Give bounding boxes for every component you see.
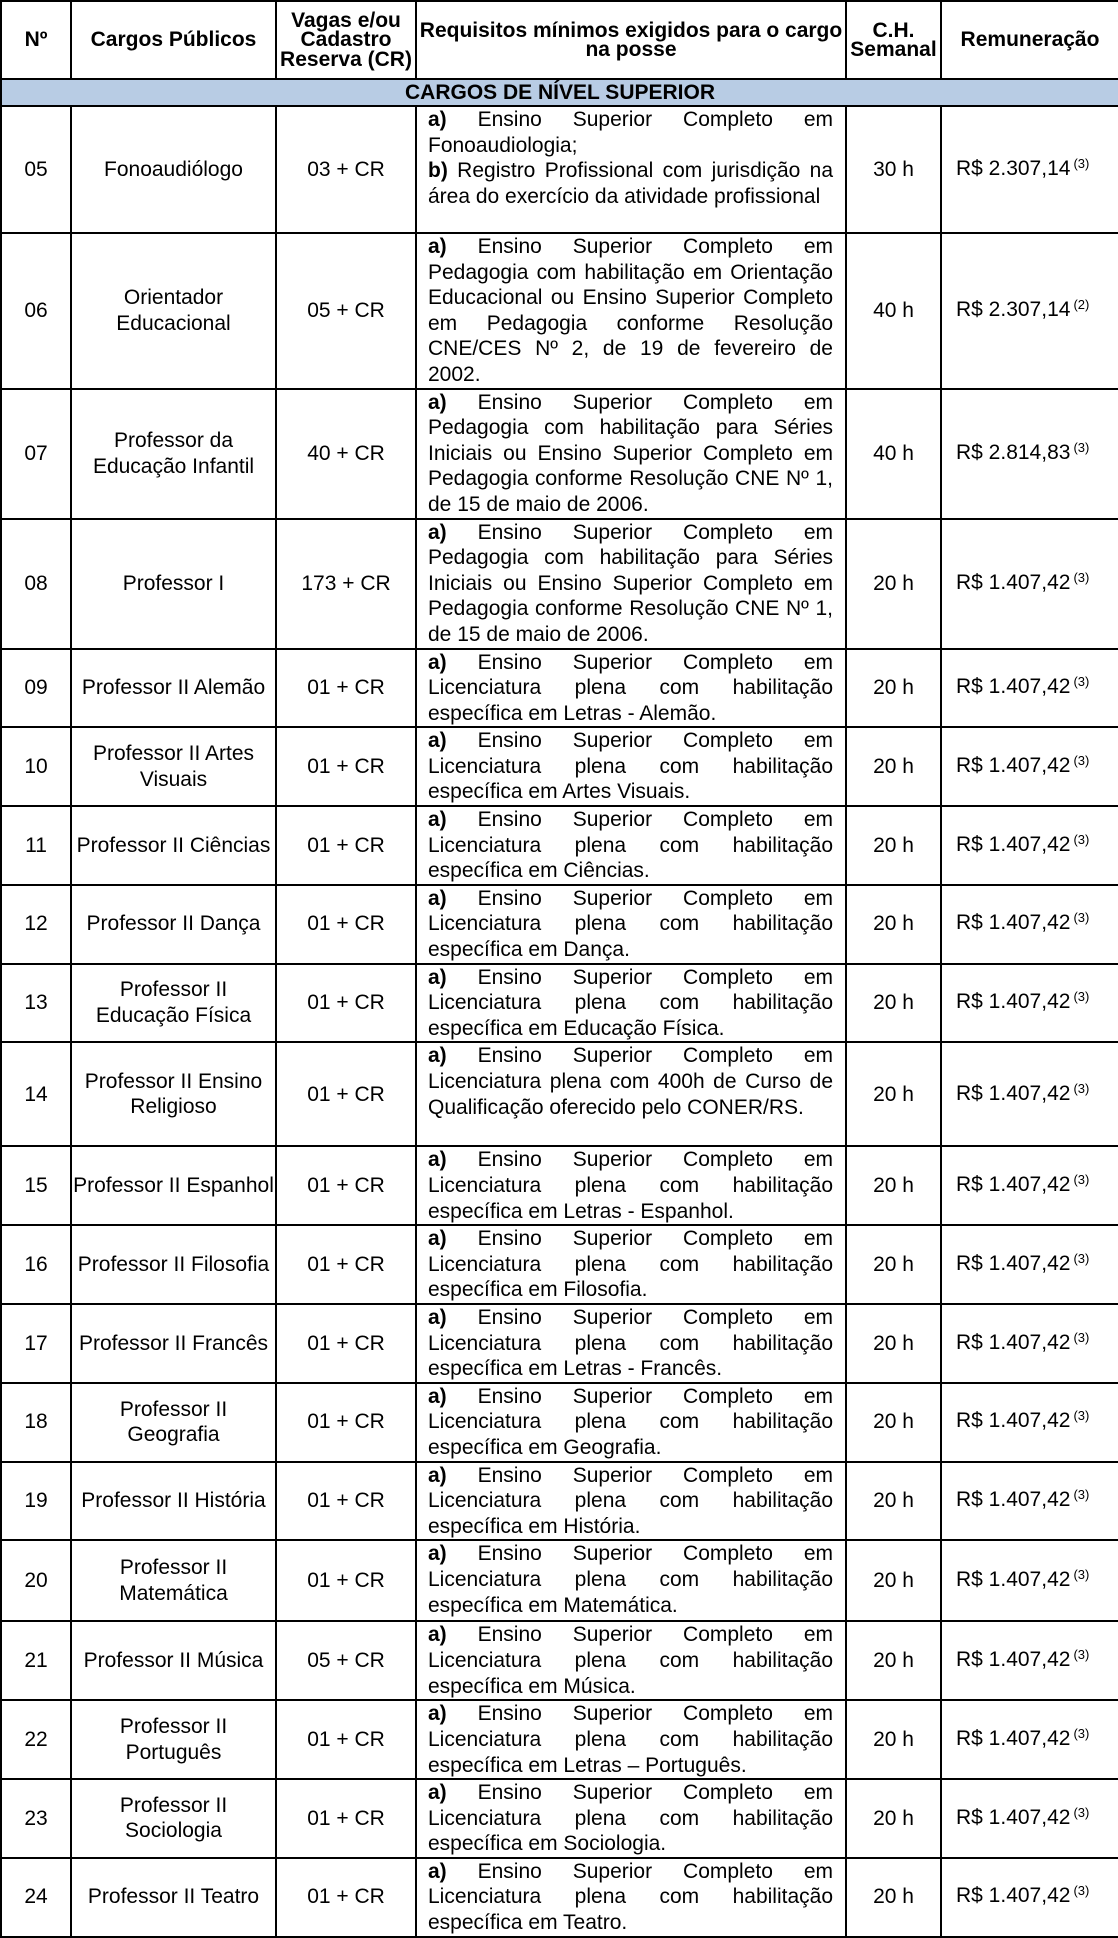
cell-vagas: 01 + CR xyxy=(276,885,416,964)
footnote-marker: (3) xyxy=(1073,1647,1090,1663)
requirement-marker: b) xyxy=(428,159,448,183)
header-row xyxy=(1,1,1118,79)
footnote-marker: (3) xyxy=(1073,752,1090,768)
cell-ch: 20 h xyxy=(846,1621,941,1700)
cell-vagas: 01 + CR xyxy=(276,1304,416,1383)
salary-value: R$ 1.407,42 xyxy=(956,753,1071,777)
table-row xyxy=(1,1225,1118,1304)
requirement-text: Ensino Superior Completo em Licenciatura plena com habilitação específica em Dança. xyxy=(428,886,833,962)
footnote-marker: (3) xyxy=(1073,439,1090,455)
table-row xyxy=(1,1540,1118,1621)
cell-num: 18 xyxy=(1,1383,71,1462)
footnote-marker: (3) xyxy=(1073,1725,1090,1741)
cell-requisitos xyxy=(416,649,846,728)
header-cargo: Cargos Públicos xyxy=(71,1,276,79)
cell-requisitos xyxy=(416,964,846,1043)
cell-requisitos xyxy=(416,1700,846,1779)
cell-cargo: Professor II Ensino Religioso xyxy=(71,1042,276,1146)
requirement-item xyxy=(428,1859,833,1936)
cell-cargo: Professor II Ciências xyxy=(71,806,276,885)
requirement-item xyxy=(428,1147,833,1224)
requirement-marker: a) xyxy=(428,1781,447,1805)
cell-remuneracao xyxy=(941,106,1118,233)
footnote-marker: (3) xyxy=(1073,1250,1090,1266)
requirement-text: Ensino Superior Completo em Licenciatura plena com habilitação específica em Letras - Espanhol. xyxy=(428,1148,833,1223)
cell-remuneracao xyxy=(941,519,1118,649)
cell-ch: 20 h xyxy=(846,1304,941,1383)
footnote-marker: (3) xyxy=(1073,674,1090,690)
requirement-marker: a) xyxy=(428,1305,447,1329)
cell-ch: 20 h xyxy=(846,1700,941,1779)
cell-ch: 20 h xyxy=(846,806,941,885)
cell-ch: 40 h xyxy=(846,233,941,389)
cell-remuneracao xyxy=(941,1621,1118,1700)
requirement-text: Ensino Superior Completo em Licenciatura plena com habilitação específica em Sociologia. xyxy=(428,1781,833,1856)
cell-remuneracao xyxy=(941,1146,1118,1225)
cell-requisitos xyxy=(416,806,846,885)
footnote-marker: (3) xyxy=(1073,1567,1090,1583)
salary-value: R$ 1.407,42 xyxy=(956,911,1071,935)
requirement-item xyxy=(428,1463,833,1540)
cell-remuneracao xyxy=(941,649,1118,728)
cell-requisitos xyxy=(416,1042,846,1146)
cell-num: 09 xyxy=(1,649,71,728)
requirement-text: Ensino Superior Completo em Licenciatura plena com habilitação específica em História. xyxy=(428,1463,833,1538)
requirement-marker: a) xyxy=(428,1859,447,1883)
cell-cargo: Professor II Português xyxy=(71,1700,276,1779)
cell-cargo: Professor II História xyxy=(71,1462,276,1541)
cell-cargo: Professor II Geografia xyxy=(71,1383,276,1462)
requirement-marker: a) xyxy=(428,108,447,131)
requirement-marker: a) xyxy=(428,390,447,414)
cell-num: 17 xyxy=(1,1304,71,1383)
cell-cargo: Professor II Educação Física xyxy=(71,964,276,1043)
table-row xyxy=(1,1304,1118,1383)
header-num: Nº xyxy=(1,1,71,79)
requirement-item xyxy=(428,1622,833,1699)
cell-remuneracao xyxy=(941,1700,1118,1779)
requirement-marker: a) xyxy=(428,729,447,753)
cell-requisitos xyxy=(416,519,846,649)
requirement-item xyxy=(428,520,833,648)
table-row xyxy=(1,233,1118,389)
cell-num: 21 xyxy=(1,1621,71,1700)
table-row xyxy=(1,1779,1118,1858)
requirement-text: Ensino Superior Completo em Licenciatura plena com 400h de Curso de Qualificação oferecido pelo CONER/RS. xyxy=(428,1044,833,1119)
requirement-text: Ensino Superior Completo em Pedagogia com habilitação para Séries Iniciais ou Ensino Superior Completo em Pedagogia conforme Resolução CNE Nº 1, de 15 de maio de 2006. xyxy=(428,520,833,646)
cell-ch: 20 h xyxy=(846,885,941,964)
salary-value: R$ 1.407,42 xyxy=(956,1330,1071,1354)
cell-num: 11 xyxy=(1,806,71,885)
cell-cargo: Professor I xyxy=(71,519,276,649)
cell-remuneracao xyxy=(941,964,1118,1043)
cell-ch: 20 h xyxy=(846,1462,941,1541)
cell-remuneracao xyxy=(941,1304,1118,1383)
salary-value: R$ 1.407,42 xyxy=(956,1409,1071,1433)
table-row xyxy=(1,885,1118,964)
table-row xyxy=(1,649,1118,728)
requirement-marker: a) xyxy=(428,650,447,674)
requirement-marker: a) xyxy=(428,520,447,544)
requirement-item xyxy=(428,1701,833,1778)
requirement-item xyxy=(428,1305,833,1382)
cell-ch: 20 h xyxy=(846,519,941,649)
footnote-marker: (2) xyxy=(1073,296,1090,312)
cell-ch: 20 h xyxy=(846,1146,941,1225)
cell-remuneracao xyxy=(941,1540,1118,1621)
salary-value: R$ 1.407,42 xyxy=(956,832,1071,856)
table-body xyxy=(1,79,1118,1937)
salary-value: R$ 1.407,42 xyxy=(956,1173,1071,1196)
salary-value: R$ 1.407,42 xyxy=(956,675,1071,699)
cell-num: 05 xyxy=(1,106,71,233)
cell-remuneracao xyxy=(941,806,1118,885)
footnote-marker: (3) xyxy=(1073,910,1090,926)
requirement-text: Ensino Superior Completo em Licenciatura plena com habilitação específica em Letras – Português. xyxy=(428,1702,833,1777)
table-row xyxy=(1,106,1118,233)
requirement-text: Ensino Superior Completo em Licenciatura plena com habilitação específica em Música. xyxy=(428,1623,833,1698)
cell-vagas: 01 + CR xyxy=(276,1383,416,1462)
cell-cargo: Professor da Educação Infantil xyxy=(71,389,276,519)
requirement-item xyxy=(428,965,833,1042)
cell-vagas: 01 + CR xyxy=(276,649,416,728)
salary-value: R$ 1.407,42 xyxy=(956,1726,1071,1750)
footnote-marker: (3) xyxy=(1073,1487,1090,1503)
cell-vagas: 01 + CR xyxy=(276,1462,416,1541)
salary-value: R$ 1.407,42 xyxy=(956,570,1071,594)
cell-ch: 20 h xyxy=(846,964,941,1043)
cell-remuneracao xyxy=(941,1383,1118,1462)
cell-ch: 40 h xyxy=(846,389,941,519)
requirement-text: Ensino Superior Completo em Pedagogia com habilitação para Séries Iniciais ou Ensino Superior Completo em Pedagogia conforme Resolução CNE Nº 1, de 15 de maio de 2006. xyxy=(428,390,833,516)
cell-remuneracao xyxy=(941,1042,1118,1146)
cell-requisitos xyxy=(416,1540,846,1621)
cell-num: 12 xyxy=(1,885,71,964)
salary-value: R$ 1.407,42 xyxy=(956,1805,1071,1829)
cell-requisitos xyxy=(416,885,846,964)
cell-vagas: 01 + CR xyxy=(276,1146,416,1225)
requirement-marker: a) xyxy=(428,1542,447,1566)
requirement-item xyxy=(428,650,833,727)
requirement-text: Ensino Superior Completo em Licenciatura plena com habilitação específica em Letras - Alemão. xyxy=(428,650,833,725)
footnote-marker: (3) xyxy=(1073,569,1090,585)
requirement-marker: a) xyxy=(428,1384,447,1408)
cell-requisitos xyxy=(416,233,846,389)
requirement-marker: a) xyxy=(428,808,447,832)
cell-requisitos xyxy=(416,1383,846,1462)
header-vagas: Vagas e/ou Cadastro Reserva (CR) xyxy=(276,1,416,79)
cell-requisitos xyxy=(416,389,846,519)
requirement-marker: a) xyxy=(428,1227,447,1251)
requirement-item xyxy=(428,728,833,805)
cell-vagas: 40 + CR xyxy=(276,389,416,519)
cell-vagas: 173 + CR xyxy=(276,519,416,649)
cell-vagas: 03 + CR xyxy=(276,106,416,233)
section-title: CARGOS DE NÍVEL SUPERIOR xyxy=(1,79,1118,106)
table-row xyxy=(1,964,1118,1043)
table-row xyxy=(1,727,1118,806)
cell-cargo: Professor II Alemão xyxy=(71,649,276,728)
requirement-text: Ensino Superior Completo em Licenciatura plena com habilitação específica em Teatro. xyxy=(428,1859,833,1935)
requirement-marker: a) xyxy=(428,965,447,989)
cell-num: 23 xyxy=(1,1779,71,1858)
requirement-marker: a) xyxy=(428,886,447,910)
cell-num: 15 xyxy=(1,1146,71,1225)
cell-vagas: 01 + CR xyxy=(276,1225,416,1304)
table-row xyxy=(1,806,1118,885)
footnote-marker: (3) xyxy=(1073,155,1090,171)
footnote-marker: (3) xyxy=(1073,1408,1090,1424)
cell-num: 14 xyxy=(1,1042,71,1146)
cell-requisitos xyxy=(416,1462,846,1541)
requirement-marker: a) xyxy=(428,1702,447,1726)
requirement-text: Ensino Superior Completo em Licenciatura plena com habilitação específica em Geografia. xyxy=(428,1384,833,1459)
requirement-text: Ensino Superior Completo em Licenciatura plena com habilitação específica em Filosofia. xyxy=(428,1227,833,1302)
cell-ch: 20 h xyxy=(846,1225,941,1304)
footnote-marker: (3) xyxy=(1073,831,1090,847)
table-row xyxy=(1,389,1118,519)
cell-cargo: Professor II Francês xyxy=(71,1304,276,1383)
cell-vagas: 01 + CR xyxy=(276,1858,416,1937)
cell-requisitos xyxy=(416,1146,846,1225)
table-row xyxy=(1,1146,1118,1225)
cell-num: 20 xyxy=(1,1540,71,1621)
cell-ch: 20 h xyxy=(846,1042,941,1146)
table-row xyxy=(1,1042,1118,1146)
requirement-text: Registro Profissional com jurisdição na área do exercício da atividade profissional xyxy=(428,159,833,208)
cell-remuneracao xyxy=(941,1462,1118,1541)
cell-ch: 30 h xyxy=(846,106,941,233)
requirement-item xyxy=(428,886,833,963)
salary-value: R$ 2.307,14 xyxy=(956,297,1071,321)
requirement-item xyxy=(428,234,833,388)
cell-cargo: Professor II Matemática xyxy=(71,1540,276,1621)
requirement-item xyxy=(428,807,833,884)
cell-requisitos xyxy=(416,1858,846,1937)
cell-remuneracao xyxy=(941,233,1118,389)
requirement-item xyxy=(428,390,833,518)
table-row xyxy=(1,1383,1118,1462)
cell-remuneracao xyxy=(941,389,1118,519)
footnote-marker: (3) xyxy=(1073,1172,1090,1187)
footnote-marker: (3) xyxy=(1073,1080,1090,1096)
requirement-item xyxy=(428,158,833,209)
cell-ch: 20 h xyxy=(846,649,941,728)
cell-num: 07 xyxy=(1,389,71,519)
cell-requisitos xyxy=(416,1621,846,1700)
cell-cargo: Professor II Teatro xyxy=(71,1858,276,1937)
salary-value: R$ 1.407,42 xyxy=(956,1251,1071,1275)
salary-value: R$ 1.407,42 xyxy=(956,1884,1071,1908)
cell-ch: 20 h xyxy=(846,1858,941,1937)
cell-requisitos xyxy=(416,1225,846,1304)
salary-value: R$ 2.814,83 xyxy=(956,440,1071,464)
cell-num: 19 xyxy=(1,1462,71,1541)
cell-vagas: 01 + CR xyxy=(276,806,416,885)
cell-vagas: 01 + CR xyxy=(276,727,416,806)
header-remuneracao: Remuneração xyxy=(941,1,1118,79)
requirement-text: Ensino Superior Completo em Licenciatura plena com habilitação específica em Letras - Francês. xyxy=(428,1305,833,1381)
footnote-marker: (3) xyxy=(1073,989,1090,1005)
salary-value: R$ 1.407,42 xyxy=(956,1648,1071,1672)
cell-ch: 20 h xyxy=(846,1540,941,1621)
requirement-marker: a) xyxy=(428,235,447,258)
cell-remuneracao xyxy=(941,1858,1118,1937)
requirement-item xyxy=(428,1780,833,1857)
requirement-text: Ensino Superior Completo em Licenciatura plena com habilitação específica em Ciências. xyxy=(428,808,833,883)
cell-vagas: 01 + CR xyxy=(276,964,416,1043)
requirement-marker: a) xyxy=(428,1044,447,1068)
cell-cargo: Professor II Dança xyxy=(71,885,276,964)
cell-vagas: 05 + CR xyxy=(276,1621,416,1700)
header-ch: C.H. Semanal xyxy=(846,1,941,79)
cell-cargo: Professor II Sociologia xyxy=(71,1779,276,1858)
requirement-text: Ensino Superior Completo em Licenciatura plena com habilitação específica em Matemática. xyxy=(428,1542,833,1617)
footnote-marker: (3) xyxy=(1073,1804,1090,1820)
requirement-item xyxy=(428,107,833,158)
requirement-item xyxy=(428,1043,833,1120)
cell-remuneracao xyxy=(941,885,1118,964)
table-row xyxy=(1,519,1118,649)
footnote-marker: (3) xyxy=(1073,1329,1090,1345)
salary-value: R$ 1.407,42 xyxy=(956,990,1071,1014)
cell-vagas: 01 + CR xyxy=(276,1042,416,1146)
requirement-marker: a) xyxy=(428,1623,447,1647)
cell-requisitos xyxy=(416,1779,846,1858)
cell-cargo: Professor II Espanhol xyxy=(71,1146,276,1225)
cell-cargo: Professor II Artes Visuais xyxy=(71,727,276,806)
salary-value: R$ 2.307,14 xyxy=(956,156,1071,180)
header-requisitos: Requisitos mínimos exigidos para o cargo na posse xyxy=(416,1,846,79)
cell-num: 16 xyxy=(1,1225,71,1304)
cell-num: 08 xyxy=(1,519,71,649)
cell-vagas: 01 + CR xyxy=(276,1779,416,1858)
cell-cargo: Professor II Música xyxy=(71,1621,276,1700)
requirement-text: Ensino Superior Completo em Fonoaudiologia; xyxy=(428,108,833,157)
cell-cargo: Orientador Educacional xyxy=(71,233,276,389)
table-row xyxy=(1,1462,1118,1541)
requirement-item xyxy=(428,1226,833,1303)
table-row xyxy=(1,1621,1118,1700)
cell-vagas: 05 + CR xyxy=(276,233,416,389)
cell-requisitos xyxy=(416,106,846,233)
table-row xyxy=(1,1858,1118,1937)
cell-num: 10 xyxy=(1,727,71,806)
requirement-text: Ensino Superior Completo em Licenciatura plena com habilitação específica em Artes Visuais. xyxy=(428,729,833,804)
section-row xyxy=(1,79,1118,106)
cell-ch: 20 h xyxy=(846,727,941,806)
salary-value: R$ 1.407,42 xyxy=(956,1568,1071,1592)
cell-requisitos xyxy=(416,1304,846,1383)
cell-remuneracao xyxy=(941,1225,1118,1304)
cell-requisitos xyxy=(416,727,846,806)
footnote-marker: (3) xyxy=(1073,1883,1090,1899)
requirement-item xyxy=(428,1384,833,1461)
cell-remuneracao xyxy=(941,1779,1118,1858)
cell-remuneracao xyxy=(941,727,1118,806)
cell-vagas: 01 + CR xyxy=(276,1540,416,1621)
cell-num: 24 xyxy=(1,1858,71,1937)
cell-cargo: Professor II Filosofia xyxy=(71,1225,276,1304)
table-row xyxy=(1,1700,1118,1779)
salary-value: R$ 1.407,42 xyxy=(956,1081,1071,1105)
cell-num: 22 xyxy=(1,1700,71,1779)
requirement-text: Ensino Superior Completo em Licenciatura plena com habilitação específica em Educação Física. xyxy=(428,965,833,1040)
cell-num: 06 xyxy=(1,233,71,389)
cell-num: 13 xyxy=(1,964,71,1043)
cell-ch: 20 h xyxy=(846,1383,941,1462)
requirement-marker: a) xyxy=(428,1148,447,1172)
salary-value: R$ 1.407,42 xyxy=(956,1488,1071,1512)
requirement-marker: a) xyxy=(428,1463,447,1487)
cell-ch: 20 h xyxy=(846,1779,941,1858)
cell-vagas: 01 + CR xyxy=(276,1700,416,1779)
requirement-text: Ensino Superior Completo em Pedagogia com habilitação em Orientação Educacional ou Ensino Superior Completo em Pedagogia conforme Resolução CNE/CES Nº 2, de 19 de fevereiro de 2002. xyxy=(428,235,833,386)
cell-cargo: Fonoaudiólogo xyxy=(71,106,276,233)
requirement-item xyxy=(428,1541,833,1618)
